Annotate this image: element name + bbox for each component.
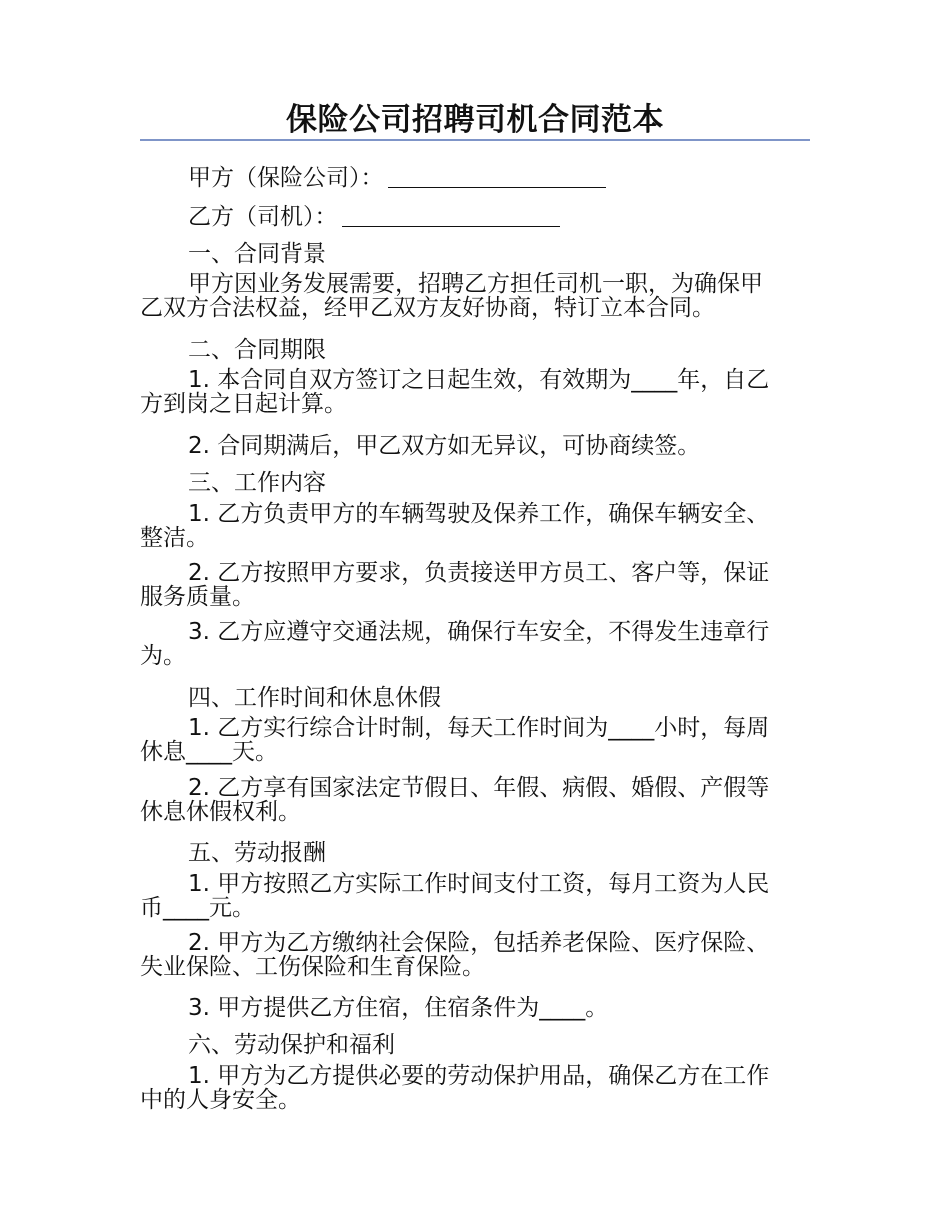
paragraph xyxy=(140,620,810,668)
paragraph-line: 整洁。 xyxy=(140,525,209,551)
section-heading: 二、合同期限 xyxy=(188,337,326,363)
paragraph-line: 1. 乙方实行综合计时制，每天工作时间为____小时，每周 xyxy=(188,715,770,741)
paragraph-line: 休息休假权利。 xyxy=(140,799,301,825)
paragraph-line: 2. 乙方按照甲方要求，负责接送甲方员工、客户等，保证 xyxy=(188,560,770,586)
paragraph xyxy=(140,931,810,979)
paragraph xyxy=(140,561,810,609)
paragraph: 2. 合同期满后，甲乙双方如无异议，可协商续签。 xyxy=(188,433,701,459)
title-underline xyxy=(140,139,810,141)
paragraph-line: 中的人身安全。 xyxy=(140,1087,301,1113)
paragraph xyxy=(140,716,810,764)
section-heading: 五、劳动报酬 xyxy=(188,840,326,866)
paragraph-line: 1. 本合同自双方签订之日起生效，有效期为____年，自乙 xyxy=(188,367,770,393)
paragraph-line: 3. 乙方应遵守交通法规，确保行车安全，不得发生违章行 xyxy=(188,619,770,645)
paragraph-line: 方到岗之日起计算。 xyxy=(140,391,347,417)
paragraph-line: 币____元。 xyxy=(140,895,255,921)
party-a-label: 甲方（保险公司）： xyxy=(188,165,384,191)
party-a-blank xyxy=(388,163,606,188)
paragraph-line: 1. 甲方按照乙方实际工作时间支付工资，每月工资为人民 xyxy=(188,871,770,897)
section-heading: 三、工作内容 xyxy=(188,470,326,496)
party-b-line xyxy=(140,198,810,231)
paragraph-line: 2. 甲方为乙方缴纳社会保险，包括养老保险、医疗保险、 xyxy=(188,930,770,956)
paragraph-line: 服务质量。 xyxy=(140,584,255,610)
party-b-label: 乙方（司机）： xyxy=(188,204,338,230)
paragraph-line: 1. 甲方为乙方提供必要的劳动保护用品，确保乙方在工作 xyxy=(188,1063,770,1089)
section-heading: 四、工作时间和休息休假 xyxy=(188,685,441,711)
paragraph-line: 乙双方合法权益，经甲乙双方友好协商，特订立本合同。 xyxy=(140,295,715,321)
paragraph-line: 甲方因业务发展需要，招聘乙方担任司机一职，为确保甲 xyxy=(188,271,763,297)
document-title: 保险公司招聘司机合同范本 xyxy=(286,102,664,138)
paragraph xyxy=(140,272,810,320)
paragraph-line: 2. 乙方享有国家法定节假日、年假、病假、婚假、产假等 xyxy=(188,775,770,801)
paragraph xyxy=(140,776,810,824)
section-heading: 六、劳动保护和福利 xyxy=(188,1032,395,1058)
party-a-line xyxy=(140,159,810,192)
paragraph xyxy=(140,872,810,920)
paragraph-line: 1. 乙方负责甲方的车辆驾驶及保养工作，确保车辆安全、 xyxy=(188,501,770,527)
paragraph xyxy=(140,1064,810,1112)
paragraph xyxy=(140,368,810,416)
section-heading: 一、合同背景 xyxy=(188,241,326,267)
paragraph: 3. 甲方提供乙方住宿，住宿条件为____。 xyxy=(188,995,609,1021)
paragraph-line: 休息____天。 xyxy=(140,739,278,765)
paragraph xyxy=(140,502,810,550)
paragraph-line: 失业保险、工伤保险和生育保险。 xyxy=(140,954,485,980)
paragraph-line: 为。 xyxy=(140,643,186,669)
party-b-blank xyxy=(342,202,560,227)
